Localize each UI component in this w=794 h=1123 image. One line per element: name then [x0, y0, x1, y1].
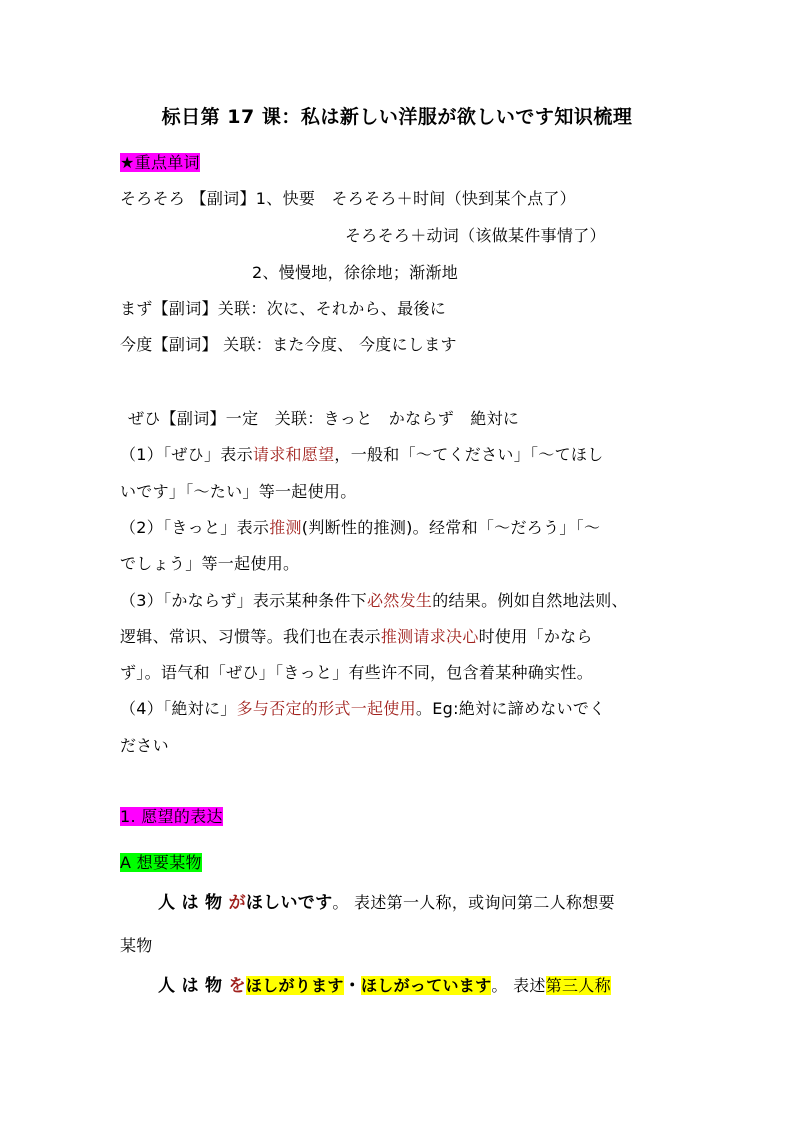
highlight-yellow: ほしがります: [245, 976, 344, 995]
highlight-yellow: 第三人称: [545, 976, 611, 995]
emphasis-text: 必然发生: [366, 591, 433, 610]
highlight-yellow: ほしがっています: [361, 976, 492, 995]
vocab-line-6: ぜひ【副词】一定 关联：きっと かならず 絶対に: [128, 409, 520, 428]
para-3-line-2: 逻辑、常识、习惯等。我们也在表示推测请求决心时使用「かなら: [120, 627, 593, 646]
para-2-line-2: でしょう」等一起使用。: [120, 554, 300, 573]
para-3-line-1: （3）「かならず」表示某种条件下必然发生的结果。例如自然地法则、: [120, 591, 628, 610]
emphasis-text: 请求和愿望: [252, 445, 335, 464]
emphasis-text: 推测: [269, 518, 302, 537]
vocab-line-5: 今度【副词】 关联：また今度、 今度にします: [120, 335, 457, 354]
vocab-line-2: そろそろ＋动词（该做某件事情了）: [345, 226, 606, 245]
para-1-line-1: （1）「ぜひ」表示请求和愿望，一般和「～てください」「～てほし: [120, 445, 604, 464]
section-heading-vocab: [120, 152, 200, 174]
pattern-line-2: 人 は 物 をほしがります・ほしがっています。 表述第三人称: [158, 976, 611, 996]
vocab-line-1: そろそろ 【副词】1、快要 そろそろ＋时间（快到某个点了）: [120, 189, 576, 208]
emphasis-text: 多与否定的形式一起使用: [236, 699, 416, 718]
vocab-line-3: 2、慢慢地，徐徐地；渐渐地: [252, 263, 459, 282]
highlight-magenta: ★重点单词: [120, 153, 200, 172]
particle-text: を: [228, 976, 246, 996]
para-4-line-1: （4）「絶対に」多与否定的形式一起使用。Eg:絶対に諦めないでく: [120, 699, 606, 718]
vocab-line-4: まず【副词】关联：次に、それから、最後に: [120, 299, 447, 318]
para-2-line-1: （2）「きっと」表示推测(判断性的推测)。经常和「～だろう」「～: [120, 518, 601, 537]
pattern-line-1-cont: 某物: [120, 936, 153, 955]
particle-text: が: [228, 893, 246, 913]
page-title: 标日第 17 课：私は新しい洋服が欲しいです知识梳理: [161, 106, 633, 128]
highlight-green: A 想要某物: [120, 853, 202, 872]
section-heading-a: [120, 852, 202, 874]
para-1-line-2: いです」「～たい」等一起使用。: [120, 482, 357, 501]
para-3-line-3: ず」。语气和「ぜひ」「きっと」有些许不同，包含着某种确实性。: [120, 663, 594, 682]
emphasis-text: 推测请求决心: [380, 627, 479, 646]
para-4-line-2: ださい: [120, 736, 169, 755]
pattern-line-1: 人 は 物 がほしいです。 表述第一人称，或询问第二人称想要: [158, 893, 615, 913]
section-heading-1: [120, 806, 223, 828]
highlight-magenta: 1. 愿望的表达: [120, 807, 223, 826]
